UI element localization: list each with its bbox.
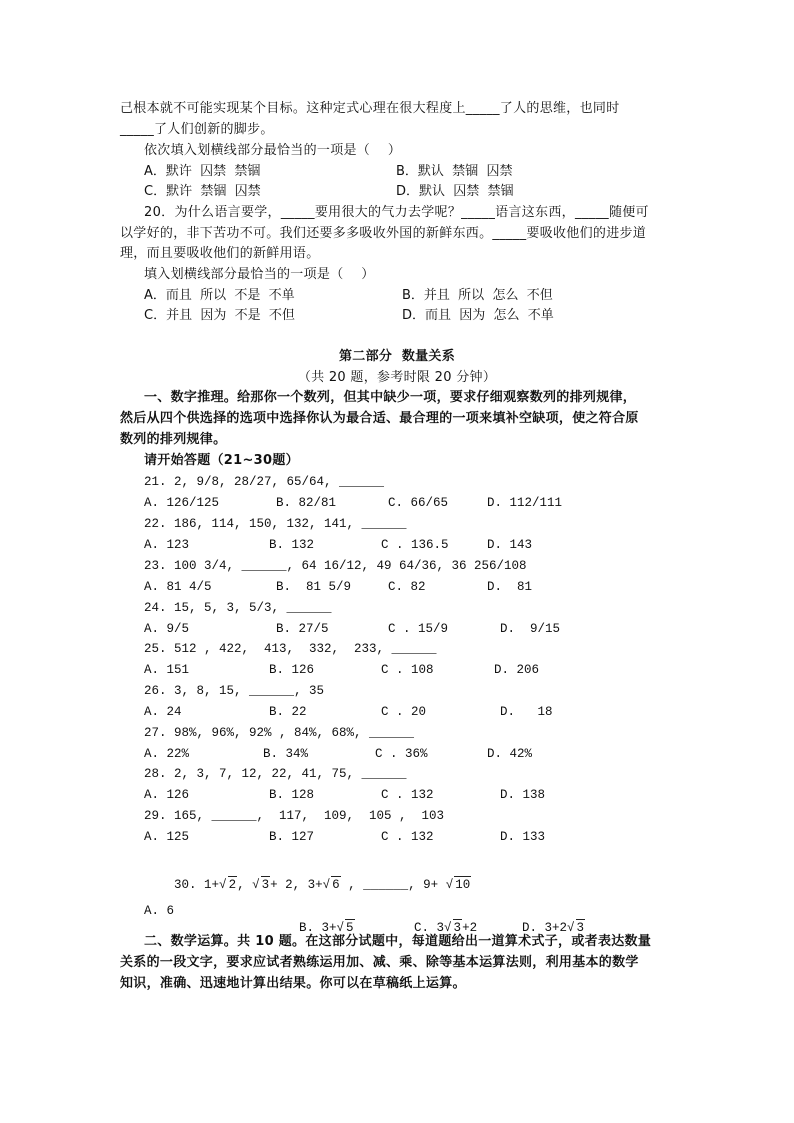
- option-d: D. 81: [487, 580, 533, 594]
- option-b: B. 127: [269, 830, 315, 844]
- radicand: 2: [228, 878, 237, 892]
- option-b: B. 34%: [263, 747, 309, 761]
- question-22: 22. 186, 114, 150, 132, 141, ______: [144, 517, 407, 531]
- start-prompt: 请开始答题（21~30题）: [144, 453, 299, 468]
- sqrt-icon: √: [445, 878, 454, 892]
- radicand: 10: [455, 878, 471, 892]
- sqrt-icon: √: [444, 921, 452, 935]
- q30-text: ,: [237, 878, 253, 892]
- option-c: C . 132: [381, 830, 434, 844]
- option-d: D. 133: [500, 830, 546, 844]
- sqrt-icon: √: [322, 878, 331, 892]
- instruction-line: 然后从四个供选择的选项中选择你认为最合适、最合理的一项来填补空缺项，使之符合原: [120, 411, 639, 426]
- sqrt-icon: √: [252, 878, 260, 892]
- option-c: C . 132: [381, 788, 434, 802]
- option-b: B. 128: [269, 788, 315, 802]
- section-subtitle: （共 20 题，参考时限 20 分钟）: [297, 370, 497, 385]
- option-a: A．而且 所以 不是 不单: [144, 288, 295, 303]
- question-text: 20．为什么语言要学，_____要用很大的气力去学呢？_____语言这东西，_____随便可: [144, 205, 649, 220]
- radicand: 3: [453, 921, 462, 935]
- paragraph-line: _____了人们创新的脚步。: [120, 122, 274, 137]
- option-d: D. 42%: [487, 747, 533, 761]
- paragraph-line: 己根本就不可能实现某个目标。这种定式心理在很大程度上_____了人的思维，也同时: [120, 101, 620, 116]
- option-a: A．默许 囚禁 禁锢: [144, 164, 261, 179]
- sqrt-icon: √: [336, 921, 345, 935]
- question-28: 28. 2, 3, 7, 12, 22, 41, 75, ______: [144, 767, 407, 781]
- option-c: C．默许 禁锢 囚禁: [144, 184, 261, 199]
- option-d: D. 143: [487, 538, 533, 552]
- option-d: D. 206: [494, 663, 540, 677]
- option-c: C . 108: [381, 663, 434, 677]
- question-29: 29. 165, ______, 117, 109, 105 , 103: [144, 809, 445, 823]
- instruction-line: 一、数字推理。给那你一个数列，但其中缺少一项，要求仔细观察数列的排列规律，: [144, 390, 637, 405]
- option-d: D．默认 囚禁 禁锢: [396, 184, 514, 199]
- sqrt-icon: √: [219, 878, 227, 892]
- instruction-line: 关系的一段文字，要求应试者熟练运用加、减、乘、除等基本运算法则，利用基本的数学: [120, 955, 639, 970]
- option-b: B. 81 5/9: [276, 580, 352, 594]
- option-text: C. 3: [414, 921, 445, 935]
- question-prompt: 依次填入划横线部分最恰当的一项是（ ）: [144, 143, 402, 158]
- q30-text: , ______, 9+: [340, 878, 446, 892]
- q30-number: 30.: [174, 878, 205, 892]
- question-text: 理，而且要吸收他们的新鲜用语。: [120, 246, 320, 261]
- option-a: A. 123: [144, 538, 190, 552]
- option-b: B. 132: [269, 538, 315, 552]
- radicand: 3: [576, 921, 585, 935]
- option-c: C. 66/65: [388, 496, 449, 510]
- option-d: D. 9/15: [500, 622, 561, 636]
- sqrt-icon: √: [567, 921, 575, 935]
- radicand: 5: [346, 921, 354, 935]
- option-d: D. 112/111: [487, 496, 563, 510]
- q30-text: + 2, 3+: [270, 878, 323, 892]
- option-b: B. 82/81: [276, 496, 337, 510]
- option-a: A. 126/125: [144, 496, 220, 510]
- option-a: A. 126: [144, 788, 190, 802]
- instruction-line: 知识，准确、迅速地计算出结果。你可以在草稿纸上运算。: [120, 976, 466, 991]
- option-c: C . 15/9: [388, 622, 449, 636]
- radicand: 3: [261, 878, 270, 892]
- option-text: D. 3+2: [522, 921, 568, 935]
- option-c: C．并且 因为 不是 不但: [144, 308, 295, 323]
- question-24: 24. 15, 5, 3, 5/3, ______: [144, 601, 332, 615]
- option-c: C . 36%: [375, 747, 428, 761]
- option-a: A. 6: [144, 904, 175, 918]
- option-d: D．而且 因为 怎么 不单: [402, 308, 554, 323]
- question-21: 21. 2, 9/8, 28/27, 65/64, ______: [144, 475, 385, 489]
- option-b: B．并且 所以 怎么 不但: [402, 288, 553, 303]
- option-text: B. 3+: [299, 921, 337, 935]
- option-text: +2: [462, 921, 478, 935]
- question-30: [144, 860, 471, 909]
- option-a: A. 125: [144, 830, 190, 844]
- option-a: A. 22%: [144, 747, 190, 761]
- section-title: 第二部分 数量关系: [338, 349, 456, 364]
- question-prompt: 填入划横线部分最恰当的一项是（ ）: [144, 267, 375, 282]
- instruction-line: 二、数学运算。共 10 题。在这部分试题中，每道题给出一道算术式子，或者表达数量: [144, 934, 652, 949]
- option-c: C . 136.5: [381, 538, 449, 552]
- option-a: A. 24: [144, 705, 182, 719]
- radicand: 6: [332, 878, 340, 892]
- option-a: A. 81 4/5: [144, 580, 212, 594]
- option-d: D. 138: [500, 788, 546, 802]
- option-b: B. 126: [269, 663, 315, 677]
- option-a: A. 9/5: [144, 622, 190, 636]
- question-25: 25. 512 , 422, 413, 332, 233, ______: [144, 642, 437, 656]
- option-d: D. 18: [500, 705, 553, 719]
- option-a: A. 151: [144, 663, 190, 677]
- option-b: B. 27/5: [276, 622, 329, 636]
- option-c: C. 82: [388, 580, 426, 594]
- question-23: 23. 100 3/4, ______, 64 16/12, 49 64/36, 36 256/108: [144, 559, 527, 573]
- q30-text: 1+: [204, 878, 220, 892]
- option-c: C . 20: [381, 705, 427, 719]
- option-b: B. 22: [269, 705, 307, 719]
- instruction-line: 数列的排列规律。: [120, 432, 227, 447]
- question-26: 26. 3, 8, 15, ______, 35: [144, 684, 325, 698]
- option-b: B．默认 禁锢 囚禁: [396, 164, 513, 179]
- question-text: 以学好的，非下苦功不可。我们还要多多吸收外国的新鲜东西。_____要吸收他们的进步道: [120, 226, 647, 241]
- question-27: 27. 98%, 96%, 92% , 84%, 68%, ______: [144, 726, 415, 740]
